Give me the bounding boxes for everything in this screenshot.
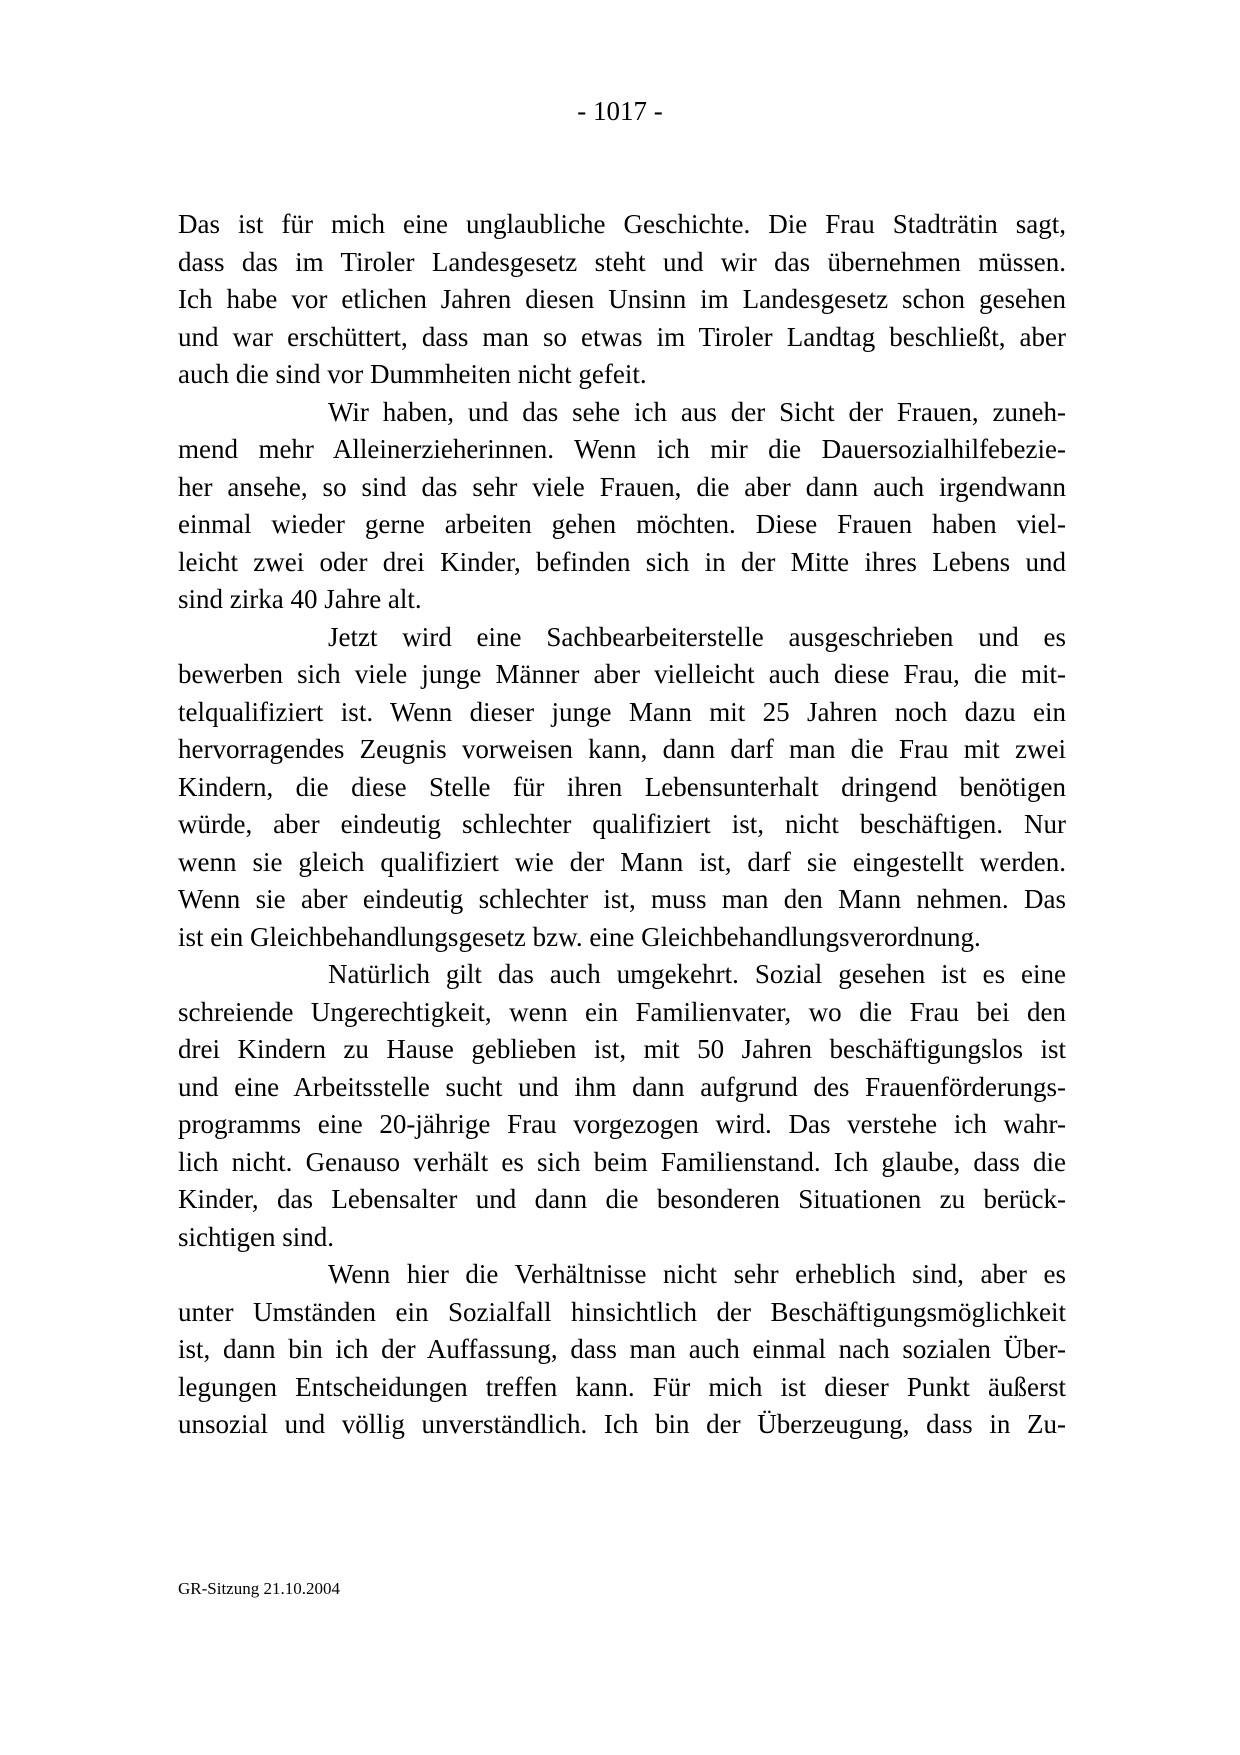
text-line: leicht zwei oder drei Kinder, befinden sich in der Mitte ihres Lebens und: [178, 546, 1066, 577]
text-line: einmal wieder gerne arbeiten gehen möchten. Diese Frauen haben viel-: [178, 509, 1066, 539]
text-line: Kindern, die diese Stelle für ihren Lebensunterhalt dringend benötigen: [178, 771, 1066, 802]
footer-session-date: GR-Sitzung 21.10.2004: [178, 1579, 340, 1598]
text-line: auch die sind vor Dummheiten nicht gefeit.: [178, 359, 647, 389]
text-line: lich nicht. Genauso verhält es sich beim Familienstand. Ich glaube, dass die: [178, 1146, 1066, 1177]
paragraph: [178, 206, 1066, 394]
text-line: und war erschüttert, dass man so etwas im Tiroler Landtag beschließt, aber: [178, 321, 1066, 352]
text-line: Natürlich gilt das auch umgekehrt. Sozial gesehen ist es eine: [328, 959, 1066, 989]
text-line: Wir haben, und das sehe ich aus der Sicht der Frauen, zuneh-: [328, 396, 1066, 427]
paragraph: [178, 956, 1066, 1256]
text-line: Wenn sie aber eindeutig schlechter ist, muss man den Mann nehmen. Das: [178, 884, 1066, 914]
text-line: hervorragendes Zeugnis vorweisen kann, dann darf man die Frau mit zwei: [178, 734, 1066, 764]
text-line: Wenn hier die Verhältnisse nicht sehr erheblich sind, aber es: [328, 1259, 1066, 1289]
text-line: sind zirka 40 Jahre alt.: [178, 584, 422, 614]
paragraph: [178, 1256, 1066, 1444]
paragraph: [178, 619, 1066, 957]
page-number: - 1017 -: [577, 96, 663, 126]
text-line: unter Umständen ein Sozialfall hinsichtlich der Beschäftigungsmöglichkeit: [178, 1296, 1066, 1327]
text-line: programms eine 20-jährige Frau vorgezogen wird. Das verstehe ich wahr-: [178, 1109, 1066, 1139]
paragraph: [178, 394, 1066, 619]
text-line: her ansehe, so sind das sehr viele Frauen, die aber dann auch irgendwann: [178, 471, 1066, 502]
text-line: würde, aber eindeutig schlechter qualifiziert ist, nicht beschäftigen. Nur: [178, 809, 1066, 839]
body-text: [178, 206, 1066, 1444]
text-line: telqualifiziert ist. Wenn dieser junge Mann mit 25 Jahren noch dazu ein: [178, 696, 1066, 727]
text-line: ist, dann bin ich der Auffassung, dass man auch einmal nach sozialen Über-: [178, 1334, 1066, 1364]
text-line: Jetzt wird eine Sachbearbeiterstelle ausgeschrieben und es: [328, 621, 1066, 652]
text-line: dass das im Tiroler Landesgesetz steht und wir das übernehmen müssen.: [178, 246, 1066, 277]
text-line: Kinder, das Lebensalter und dann die besonderen Situationen zu berück-: [178, 1184, 1066, 1214]
text-line: mend mehr Alleinerzieherinnen. Wenn ich mir die Dauersozialhilfebezie-: [178, 434, 1066, 464]
text-line: schreiende Ungerechtigkeit, wenn ein Familienvater, wo die Frau bei den: [178, 996, 1066, 1027]
text-line: sichtigen sind.: [178, 1221, 334, 1252]
text-line: und eine Arbeitsstelle sucht und ihm dann aufgrund des Frauenförderungs-: [178, 1071, 1066, 1102]
text-line: legungen Entscheidungen treffen kann. Für mich ist dieser Punkt äußerst: [178, 1371, 1066, 1402]
text-line: bewerben sich viele junge Männer aber vielleicht auch diese Frau, die mit-: [178, 659, 1066, 689]
text-line: ist ein Gleichbehandlungsgesetz bzw. eine Gleichbehandlungsverordnung.: [178, 921, 981, 952]
text-line: unsozial und völlig unverständlich. Ich bin der Überzeugung, dass in Zu-: [178, 1409, 1066, 1439]
text-line: wenn sie gleich qualifiziert wie der Mann ist, darf sie eingestellt werden.: [178, 846, 1066, 877]
text-line: drei Kindern zu Hause geblieben ist, mit 50 Jahren beschäftigungslos ist: [178, 1034, 1066, 1064]
text-line: Das ist für mich eine unglaubliche Geschichte. Die Frau Stadträtin sagt,: [178, 209, 1066, 239]
text-line: Ich habe vor etlichen Jahren diesen Unsinn im Landesgesetz schon gesehen: [178, 284, 1066, 314]
